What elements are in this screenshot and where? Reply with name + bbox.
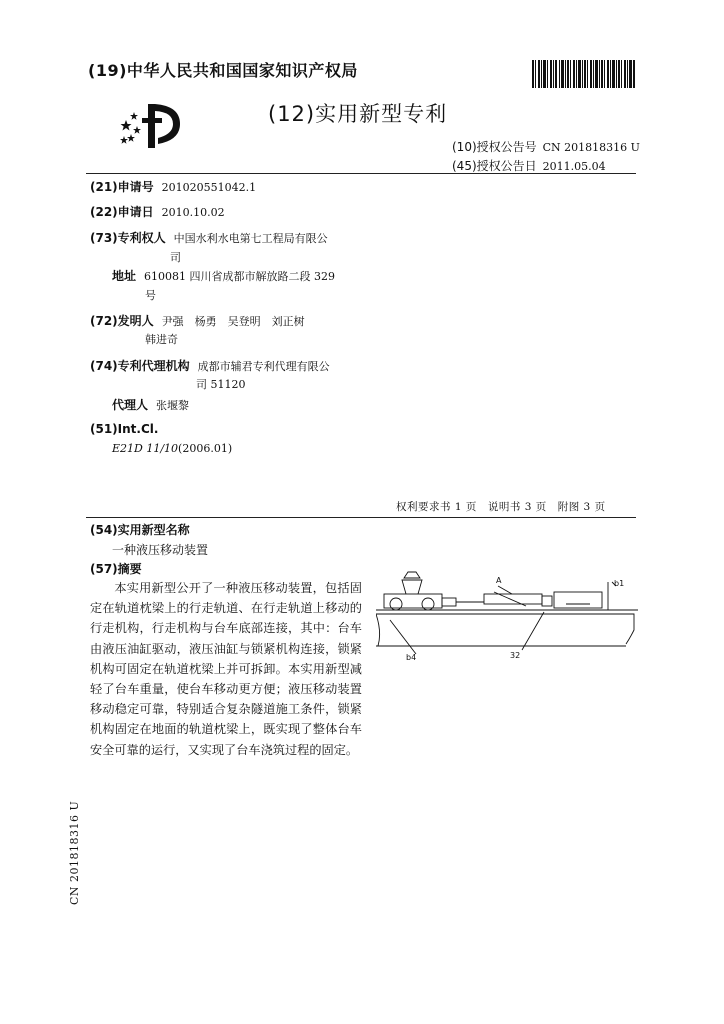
int-cl: (51)Int.Cl. <box>90 422 159 436</box>
agent: 代理人 张堰黎 <box>112 398 190 412</box>
barcode <box>532 60 636 88</box>
abstract-label: (57)摘要 <box>90 562 142 576</box>
agency: (74)专利代理机构 成都市辅君专利代理有限公 <box>90 359 330 373</box>
application-number: (21)申请号 201020551042.1 <box>90 180 257 194</box>
drawing-label-a: A <box>496 576 502 585</box>
publication-date-label: (45)授权公告日 <box>452 159 537 173</box>
patentee-continued: 司 <box>170 251 181 264</box>
pages-divider <box>86 517 636 518</box>
title-label: (54)实用新型名称 <box>90 523 190 537</box>
side-publication-id: CN 201818316 U <box>68 800 81 905</box>
cnipa-logo <box>118 98 188 150</box>
inventors: (72)发明人 尹强 杨勇 吴登明 刘正树 <box>90 314 305 328</box>
publication-number-row <box>452 138 640 155</box>
document-type: (12)实用新型专利 <box>268 102 448 126</box>
agency-continued: 司 51120 <box>196 378 246 391</box>
filing-date: (22)申请日 2010.10.02 <box>90 205 225 219</box>
inventors-continued: 韩进奇 <box>145 333 178 346</box>
address: 地址 610081 四川省成都市解放路二段 329 <box>112 269 335 283</box>
drawing-label-32: 32 <box>510 651 521 660</box>
publication-date: 2011.05.04 <box>542 160 606 173</box>
publication-number: CN 201818316 U <box>542 141 640 154</box>
patentee: (73)专利权人 中国水利水电第七工程局有限公 <box>90 231 328 245</box>
abstract-drawing <box>376 568 638 668</box>
pages-summary: 权利要求书 1 页 说明书 3 页 附图 3 页 <box>396 501 606 513</box>
utility-model-title: 一种液压移动装置 <box>112 543 209 557</box>
address-continued: 号 <box>145 289 156 302</box>
drawing-label-b4: b4 <box>406 653 417 662</box>
drawing-label-b1: b1 <box>614 579 625 588</box>
abstract-text: 本实用新型公开了一种液压移动装置，包括固定在轨道枕梁上的行走轨道、在行走轨道上移动的行走机构，行走机构与台车底部连接，其中：台车由液压油缸驱动，液压油缸与锁紧机构连接，锁紧机构可固定在轨道枕梁上并可拆卸。本实用新型减轻了台车重量，使台车移动更方便；液压移动装置移动稳定可靠，特别适合复杂隧道施工条件，锁紧机构固定在地面的轨道枕梁上，既实现了整体台车安全可靠的运行，又实现了台车浇筑过程的固定。 <box>90 581 362 757</box>
patent-office-name: (19)中华人民共和国国家知识产权局 <box>88 61 358 80</box>
int-cl-code: E21D 11/10(2006.01) <box>112 442 233 455</box>
publication-date-row <box>452 157 606 174</box>
publication-number-label: (10)授权公告号 <box>452 140 537 154</box>
header-divider <box>86 173 636 174</box>
